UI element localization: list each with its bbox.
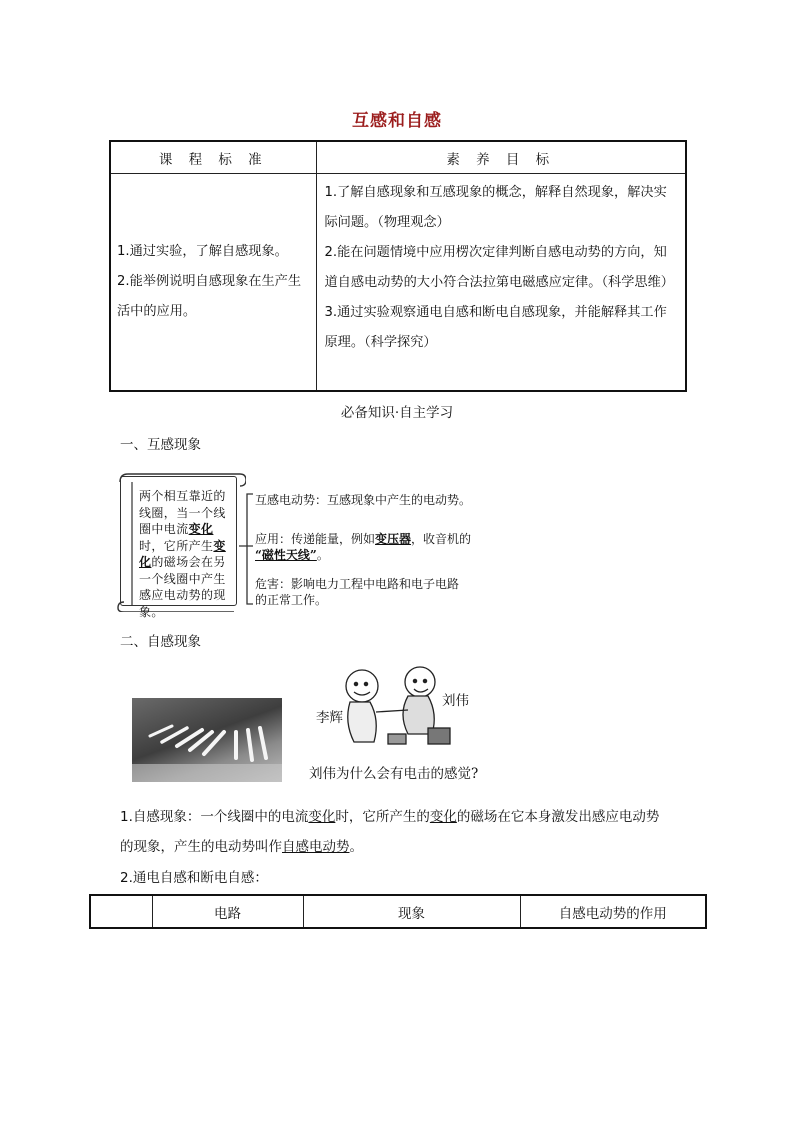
mutual-definition: 两个相互靠近的线圈，当一个线圈中电流变化时，它所产生变化的磁场会在另一个线圈中产生感应电动势的现象。 [139, 489, 226, 619]
cartoon-question: 刘伟为什么会有电击的感觉? [309, 766, 479, 782]
cartoon-illustration [336, 664, 456, 754]
harm-text: 危害：影响电力工程中电路和电子电路 的正常工作。 [255, 577, 460, 607]
header-circuit: 电路 [152, 895, 303, 928]
underline-change: 变化 [308, 809, 336, 825]
self-induction-definition: 1.自感现象：一个线圈中的电流变化时，它所产生的变化的磁场在它本身激发出感应电动势 的现象，产生的电动势叫作自感电动势。 [120, 809, 660, 855]
goals-cell [316, 174, 686, 392]
subheading-self-induction-types: 2.通电自感和断电自感： [120, 870, 268, 886]
mutual-emf-text: 互感电动势：互感现象中产生的电动势。 [255, 493, 472, 507]
header-blank [90, 895, 152, 928]
standards-table [109, 140, 687, 392]
standards-cell [110, 174, 316, 392]
header-curriculum-standard: 课 程 标 准 [110, 141, 316, 174]
application-text: 应用：传递能量，例如变压器，收音机的 “磁性天线”。 [255, 532, 472, 562]
goal-line: 3.通过实验观察通电自感和断电自感现象，并能解释其工作原理。（科学探究） [324, 305, 667, 350]
section-heading-mutual: 一、互感现象 [120, 437, 201, 453]
emphasis-change: 变化 [188, 522, 214, 536]
brace-icon [237, 490, 257, 608]
standard-line: 2.能举例说明自感现象在生产生活中的应用。 [117, 274, 302, 319]
page-title: 互感和自感 [352, 111, 442, 131]
standard-line: 1.通过实验，了解自感现象。 [117, 244, 288, 259]
underline-self-emf: 自感电动势 [282, 839, 350, 855]
underline-change: 变化 [429, 809, 457, 825]
section-banner: 必备知识·自主学习 [340, 405, 454, 421]
emphasis-change: 变化 [139, 538, 226, 569]
name-li-hui: 李辉 [316, 710, 343, 726]
goal-line: 1.了解自感现象和互感现象的概念，解释自然现象，解决实际问题。（物理观念） [324, 185, 667, 230]
goal-line: 2.能在问题情境中应用楞次定律判断自感电动势的方向，知道自感电动势的大小符合法拉第电磁感应定律。（科学思维） [324, 245, 674, 290]
emphasis-transformer: 变压器 [375, 532, 412, 546]
header-phenomenon: 现象 [303, 895, 520, 928]
neon-tubes-image [132, 698, 282, 782]
name-liu-wei: 刘伟 [442, 693, 469, 709]
emphasis-antenna: “磁性天线” [255, 548, 317, 562]
header-literacy-goals: 素 养 目 标 [316, 141, 686, 174]
header-emf-role: 自感电动势的作用 [520, 895, 706, 928]
section-heading-self: 二、自感现象 [120, 634, 201, 650]
self-induction-table [89, 894, 707, 929]
neon-tubes-photo [132, 698, 282, 782]
